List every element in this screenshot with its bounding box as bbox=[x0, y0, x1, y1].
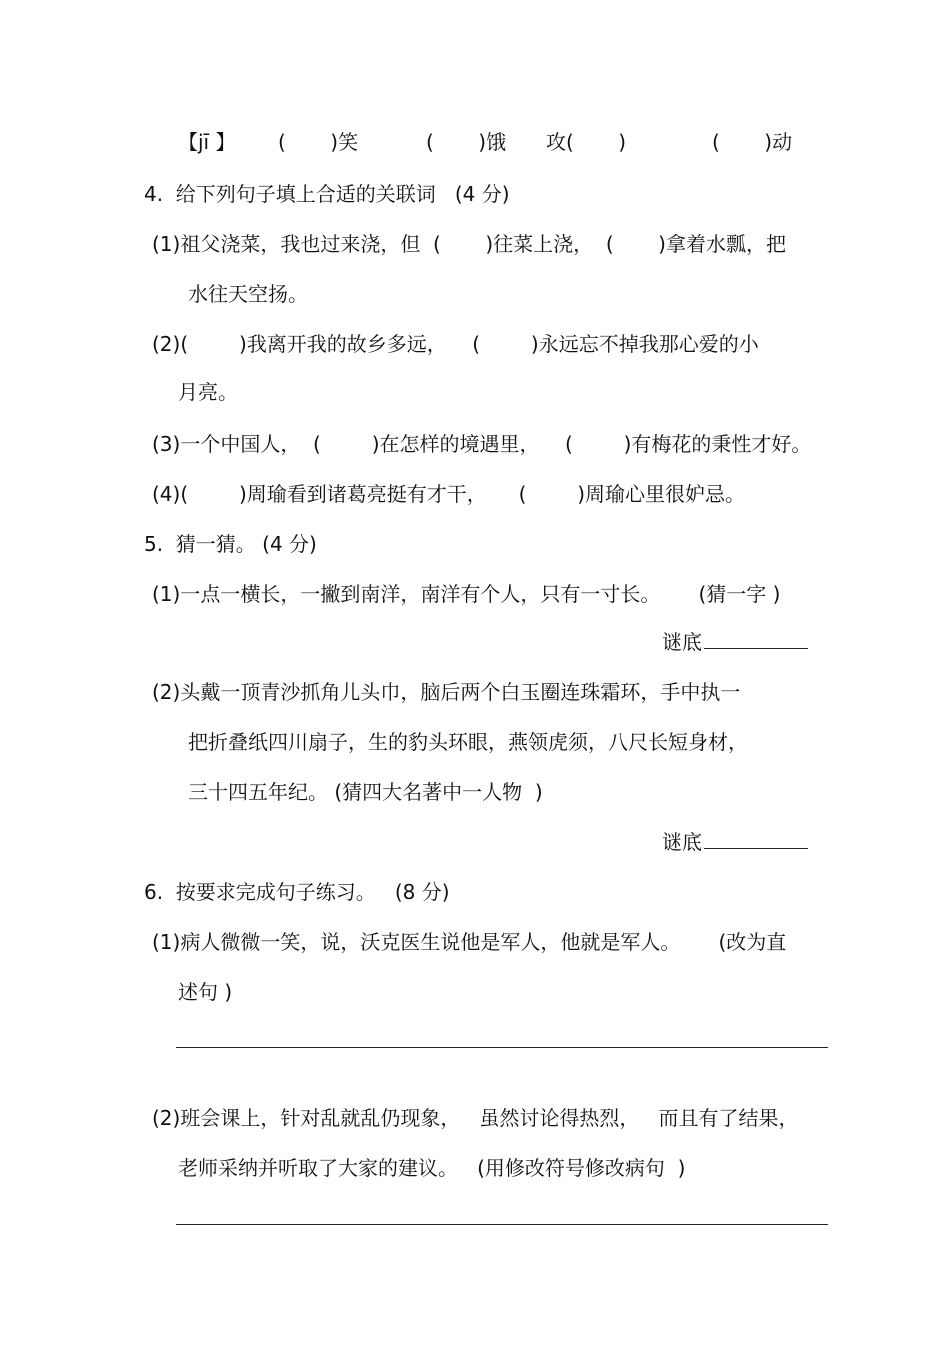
riddle-2: (2)头戴一顶青沙抓角儿头巾，脑后两个白玉圈连珠霜环，手中执一 bbox=[152, 680, 741, 704]
question-5-title: 5. 猜一猜。 (4 分) bbox=[144, 532, 317, 556]
riddle-1-answer[interactable] bbox=[662, 629, 808, 655]
pinyin-label: 【jī 】 bbox=[178, 130, 236, 154]
riddle-2-cont: 把折叠纸四川扇子，生的豹头环眼，燕领虎须，八尺长短身材， bbox=[188, 730, 748, 754]
question-4-sentence-4: (4)( )周瑜看到诸葛亮挺有才干， ( )周瑜心里很妒忌。 bbox=[152, 482, 746, 506]
question-4-sentence-1: (1)祖父浇菜，我也过来浇，但 ( )往菜上浇， ( )拿着水瓢，把 bbox=[152, 232, 786, 256]
answer-line[interactable] bbox=[176, 1047, 828, 1048]
answer-label: 谜底 bbox=[662, 830, 702, 854]
question-4-sentence-2-cont: 月亮。 bbox=[178, 380, 238, 404]
question-4-sentence-3: (3)一个中国人， ( )在怎样的境遇里， ( )有梅花的秉性才好。 bbox=[152, 432, 812, 456]
answer-line[interactable] bbox=[176, 1224, 828, 1225]
question-4-sentence-2: (2)( )我离开我的故乡多远， ( )永远忘不掉我那心爱的小 bbox=[152, 332, 759, 356]
question-6-sentence-1: (1)病人微微一笑，说，沃克医生说他是军人，他就是军人。 (改为直 bbox=[152, 930, 787, 954]
fill-blank-item: ( )饿 bbox=[426, 130, 507, 154]
riddle-2-answer[interactable] bbox=[662, 829, 808, 855]
fill-blank-item: ( )笑 bbox=[278, 130, 359, 154]
riddle-2-cont: 三十四五年纪。 (猜四大名著中一人物 ) bbox=[188, 780, 543, 804]
question-6-sentence-2-cont: 老师采纳并听取了大家的建议。 (用修改符号修改病句 ) bbox=[178, 1156, 686, 1180]
question-4-sentence-1-cont: 水往天空扬。 bbox=[188, 282, 308, 306]
answer-blank[interactable] bbox=[704, 648, 808, 649]
question-6-sentence-2: (2)班会课上，针对乱就乱仍现象， 虽然讨论得热烈， 而且有了结果， bbox=[152, 1106, 799, 1130]
question-6-sentence-1-cont: 述句 ) bbox=[178, 980, 233, 1004]
answer-label: 谜底 bbox=[662, 630, 702, 654]
answer-blank[interactable] bbox=[704, 848, 808, 849]
riddle-1: (1)一点一横长，一撇到南洋，南洋有个人，只有一寸长。 (猜一字 ) bbox=[152, 582, 781, 606]
fill-blank-item: ( )动 bbox=[712, 130, 793, 154]
question-4-title: 4. 给下列句子填上合适的关联词 (4 分) bbox=[144, 182, 510, 206]
fill-blank-item: 攻( ) bbox=[546, 130, 627, 154]
question-6-title: 6. 按要求完成句子练习。 (8 分) bbox=[144, 880, 450, 904]
